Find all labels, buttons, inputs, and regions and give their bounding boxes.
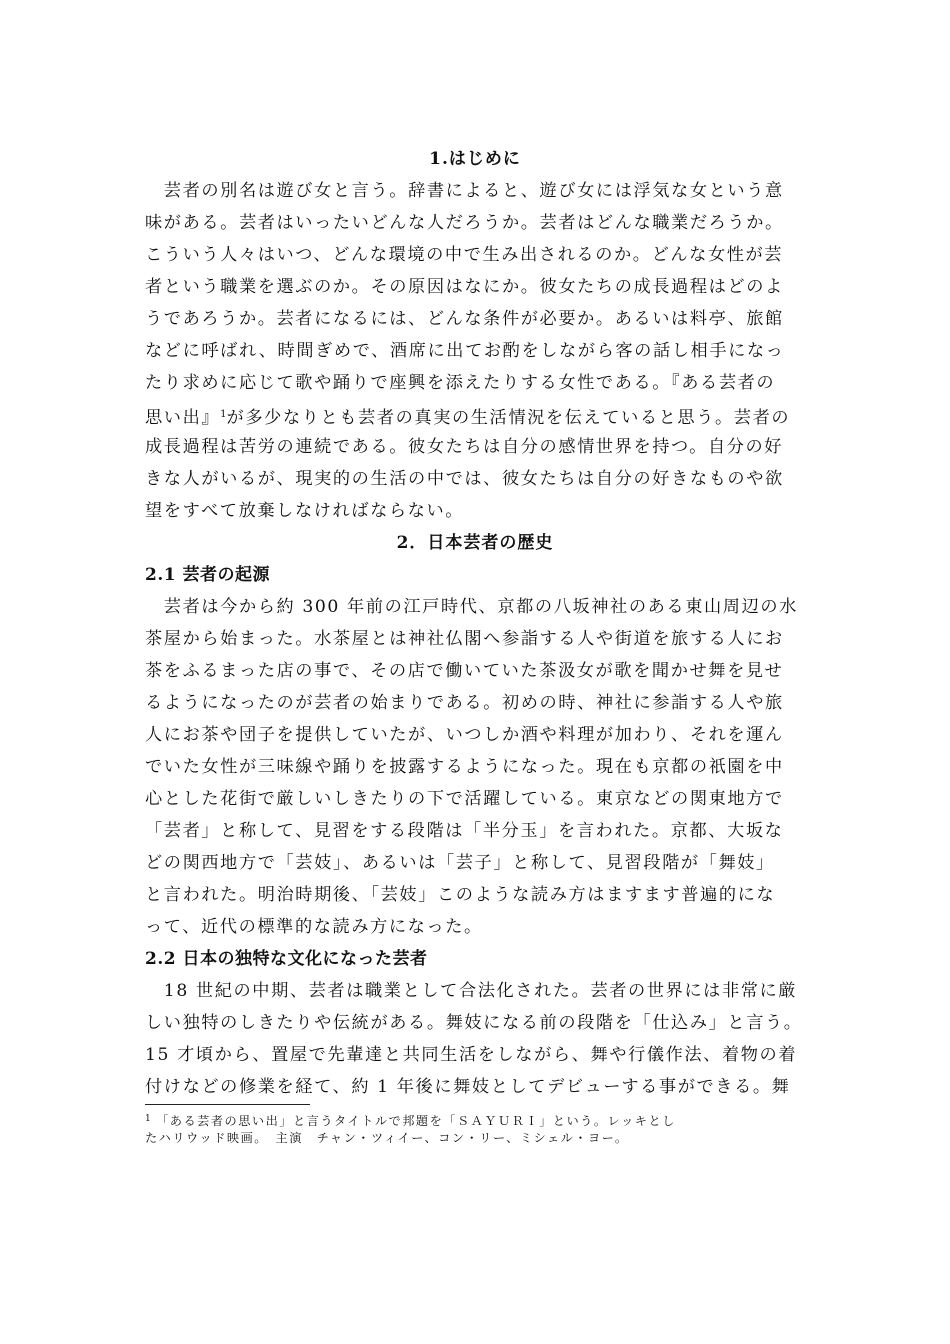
subsection-2-2-heading: 2.2 日本の独特な文化になった芸者 bbox=[145, 949, 428, 969]
line-text: 思い出』 bbox=[145, 408, 221, 428]
paragraph-line: 成長過程は苦労の連続である。彼女たちは自分の感情世界を持つ。自分の好 bbox=[145, 437, 784, 457]
paragraph-line: 「芸者」と称して、見習をする段階は「半分玉」を言われた。京都、大坂な bbox=[145, 821, 784, 841]
paragraph-line: でいた女性が三味線や踊りを披露するようになった。現在も京都の祇園を中 bbox=[145, 757, 784, 777]
footnote-line: たハリウッド映画。 主演 チャン・ツィイー、コン・リー、ミシェル・ヨー。 bbox=[145, 1131, 629, 1145]
paragraph-line: 味がある。芸者はいったいどんな人だろうか。芸者はどんな職業だろうか。 bbox=[145, 213, 784, 233]
paragraph-line: 芸者は今から約 300 年前の江戸時代、京都の八坂神社のある東山周辺の水 bbox=[145, 597, 798, 617]
paragraph-line: しい独特のしきたりや伝統がある。舞妓になる前の段階を「仕込み」と言う。 bbox=[145, 1013, 803, 1033]
paragraph-line: 15 才頃から、置屋で先輩達と共同生活をしながら、舞や行儀作法、着物の着 bbox=[145, 1045, 798, 1065]
paragraph-line: 茶屋から始まった。水茶屋とは神社仏閣へ参詣する人や街道を旅する人にお bbox=[145, 629, 784, 649]
paragraph-line: るようになったのが芸者の始まりである。初めの時、神社に参詣する人や旅 bbox=[145, 693, 784, 713]
footnote-separator bbox=[145, 1104, 310, 1105]
subsection-2-1-heading: 2.1 芸者の起源 bbox=[145, 565, 270, 585]
footnote-line bbox=[145, 1110, 805, 1129]
paragraph-line-with-footnote bbox=[145, 399, 805, 431]
paragraph-line: 望をすべて放棄しなければならない。 bbox=[145, 501, 465, 521]
paragraph-line: 人にお茶や団子を提供していたが、いつしか酒や料理が加わり、それを運ん bbox=[145, 725, 784, 745]
paragraph-line: どの関西地方で「芸妓」、あるいは「芸子」と称して、見習段階が「舞妓」 bbox=[145, 853, 775, 873]
paragraph-line: たり求めに応じて歌や踊りで座興を添えたりする女性である。『ある芸者の bbox=[145, 373, 776, 393]
paragraph-line: 者という職業を選ぶのか。その原因はなにか。彼女たちの成長過程はどのよ bbox=[145, 277, 784, 297]
paragraph-line: などに呼ばれ、時間ぎめで、酒席に出てお酌をしながら客の話し相手になっ bbox=[145, 341, 785, 361]
paragraph-line: と言われた。明治時期後、「芸妓」このような読み方はますます普遍的にな bbox=[145, 885, 776, 905]
section-2-title: 2．日本芸者の歴史 bbox=[396, 533, 554, 553]
footnote bbox=[145, 1110, 805, 1148]
paragraph-line: 18 世紀の中期、芸者は職業として合法化された。芸者の世界には非常に厳 bbox=[145, 981, 798, 1001]
paragraph-line: って、近代の標準的な読み方になった。 bbox=[145, 917, 483, 937]
footnote-text: 「ある芸者の思い出」と言うタイトルで邦題を「ＳＡＹＵＲＩ」という。レッキとし bbox=[156, 1114, 676, 1128]
paragraph-line: 心とした花街で厳しいしきたりの下で活躍している。東京などの関東地方で bbox=[145, 789, 784, 809]
footnote-mark: 1 bbox=[145, 1114, 151, 1124]
paragraph-line: 付けなどの修業を経て、約 1 年後に舞妓としてデビューする事ができる。舞 bbox=[145, 1077, 791, 1097]
document-body bbox=[145, 143, 805, 1103]
line-text: が多少なりとも芸者の真実の生活情況を伝えていると思う。芸者の bbox=[226, 408, 791, 428]
paragraph-line: 茶をふるまった店の事で、その店で働いていた茶汲女が歌を聞かせ舞を見せ bbox=[145, 661, 784, 681]
paragraph-line: こういう人々はいつ、どんな環境の中で生み出されるのか。どんな女性が芸 bbox=[145, 245, 784, 265]
paragraph-line: 芸者の別名は遊び女と言う。辞書によると、遊び女には浮気な女という意 bbox=[145, 181, 784, 201]
paragraph-line: きな人がいるが、現実的の生活の中では、彼女たちは自分の好きなものや欲 bbox=[145, 469, 784, 489]
section-1-title: 1.はじめに bbox=[429, 149, 521, 169]
footnote-reference[interactable]: 1 bbox=[220, 409, 227, 420]
paragraph-line: うであろうか。芸者になるには、どんな条件が必要か。あるいは料亭、旅館 bbox=[145, 309, 784, 329]
